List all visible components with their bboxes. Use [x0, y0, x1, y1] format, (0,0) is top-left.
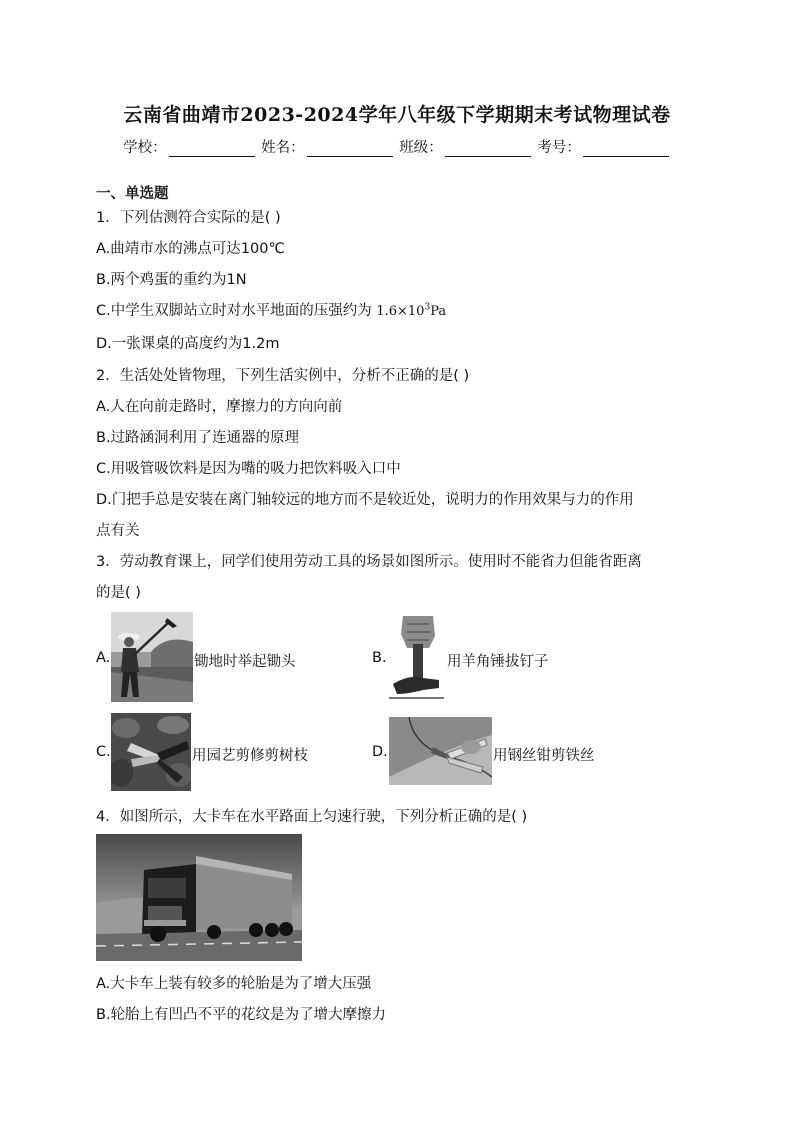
q2-option-d-line1: D.门把手总是安装在离门轴较远的地方而不是较近处，说明力的作用效果与力的作用 [96, 492, 634, 508]
q1-option-d: D.一张课桌的高度约为1.2m [96, 336, 280, 352]
q2-option-b: B.过路涵洞利用了连通器的原理 [96, 430, 300, 446]
q3-option-a-letter: A. [96, 650, 111, 666]
q3-option-b-letter: B. [372, 650, 387, 666]
q3-option-d-text: 用钢丝钳剪铁丝 [493, 748, 595, 764]
q3-option-c-text: 用园艺剪修剪树枝 [192, 748, 308, 764]
school-blank [169, 140, 255, 157]
student-info-line [0, 136, 794, 157]
name-blank [307, 140, 393, 157]
q4-stem: 4．如图所示，大卡车在水平路面上匀速行驶，下列分析正确的是( ) [96, 809, 528, 825]
hoe-photo [111, 612, 193, 702]
q2-stem: 2．生活处处皆物理，下列生活实例中，分析不正确的是( ) [96, 368, 470, 384]
school-label: 学校： [123, 140, 167, 156]
claw-hammer-photo [389, 614, 444, 700]
number-label: 考号： [537, 140, 581, 156]
q1-option-b: B.两个鸡蛋的重约为1N [96, 272, 247, 288]
q2-option-a: A.人在向前走路时，摩擦力的方向向前 [96, 399, 343, 415]
q3-stem-line1: 3．劳动教育课上，同学们使用劳动工具的场景如图所示。使用时不能省力但能省距离 [96, 554, 642, 570]
number-blank [583, 140, 669, 157]
page-title: 云南省曲靖市2023-2024学年八年级下学期期末考试物理试卷 [123, 104, 671, 126]
q3-option-b-text: 用羊角锤拔钉子 [447, 654, 549, 670]
q2-option-d-line2: 点有关 [96, 523, 140, 539]
q1-stem: 1．下列估测符合实际的是( ) [96, 210, 281, 226]
q1-option-a: A.曲靖市水的沸点可达100℃ [96, 241, 285, 257]
class-label: 班级： [399, 140, 443, 156]
q4-option-a: A.大卡车上装有较多的轮胎是为了增大压强 [96, 976, 372, 992]
q1-option-c-value: $1.6\times 10^3Pa$ [376, 302, 447, 319]
section-heading: 一、单选题 [96, 186, 169, 202]
q4-option-b: B.轮胎上有凹凸不平的花纹是为了增大摩擦力 [96, 1007, 387, 1023]
q3-stem-line2: 的是( ) [96, 585, 141, 601]
name-label: 姓名： [261, 140, 305, 156]
q3-option-c-letter: C. [96, 744, 111, 760]
class-blank [445, 140, 531, 157]
q1-option-c-text: C.中学生双脚站立时对水平地面的压强约为 [96, 303, 372, 319]
q3-option-a-text: 锄地时举起锄头 [194, 654, 296, 670]
q2-option-c: C.用吸管吸饮料是因为嘴的吸力把饮料吸入口中 [96, 461, 401, 477]
wire-pliers-photo [389, 717, 492, 785]
truck-photo [96, 834, 302, 961]
garden-shears-photo [111, 713, 191, 791]
q1-option-c [96, 299, 446, 320]
q3-option-d-letter: D. [372, 744, 388, 760]
